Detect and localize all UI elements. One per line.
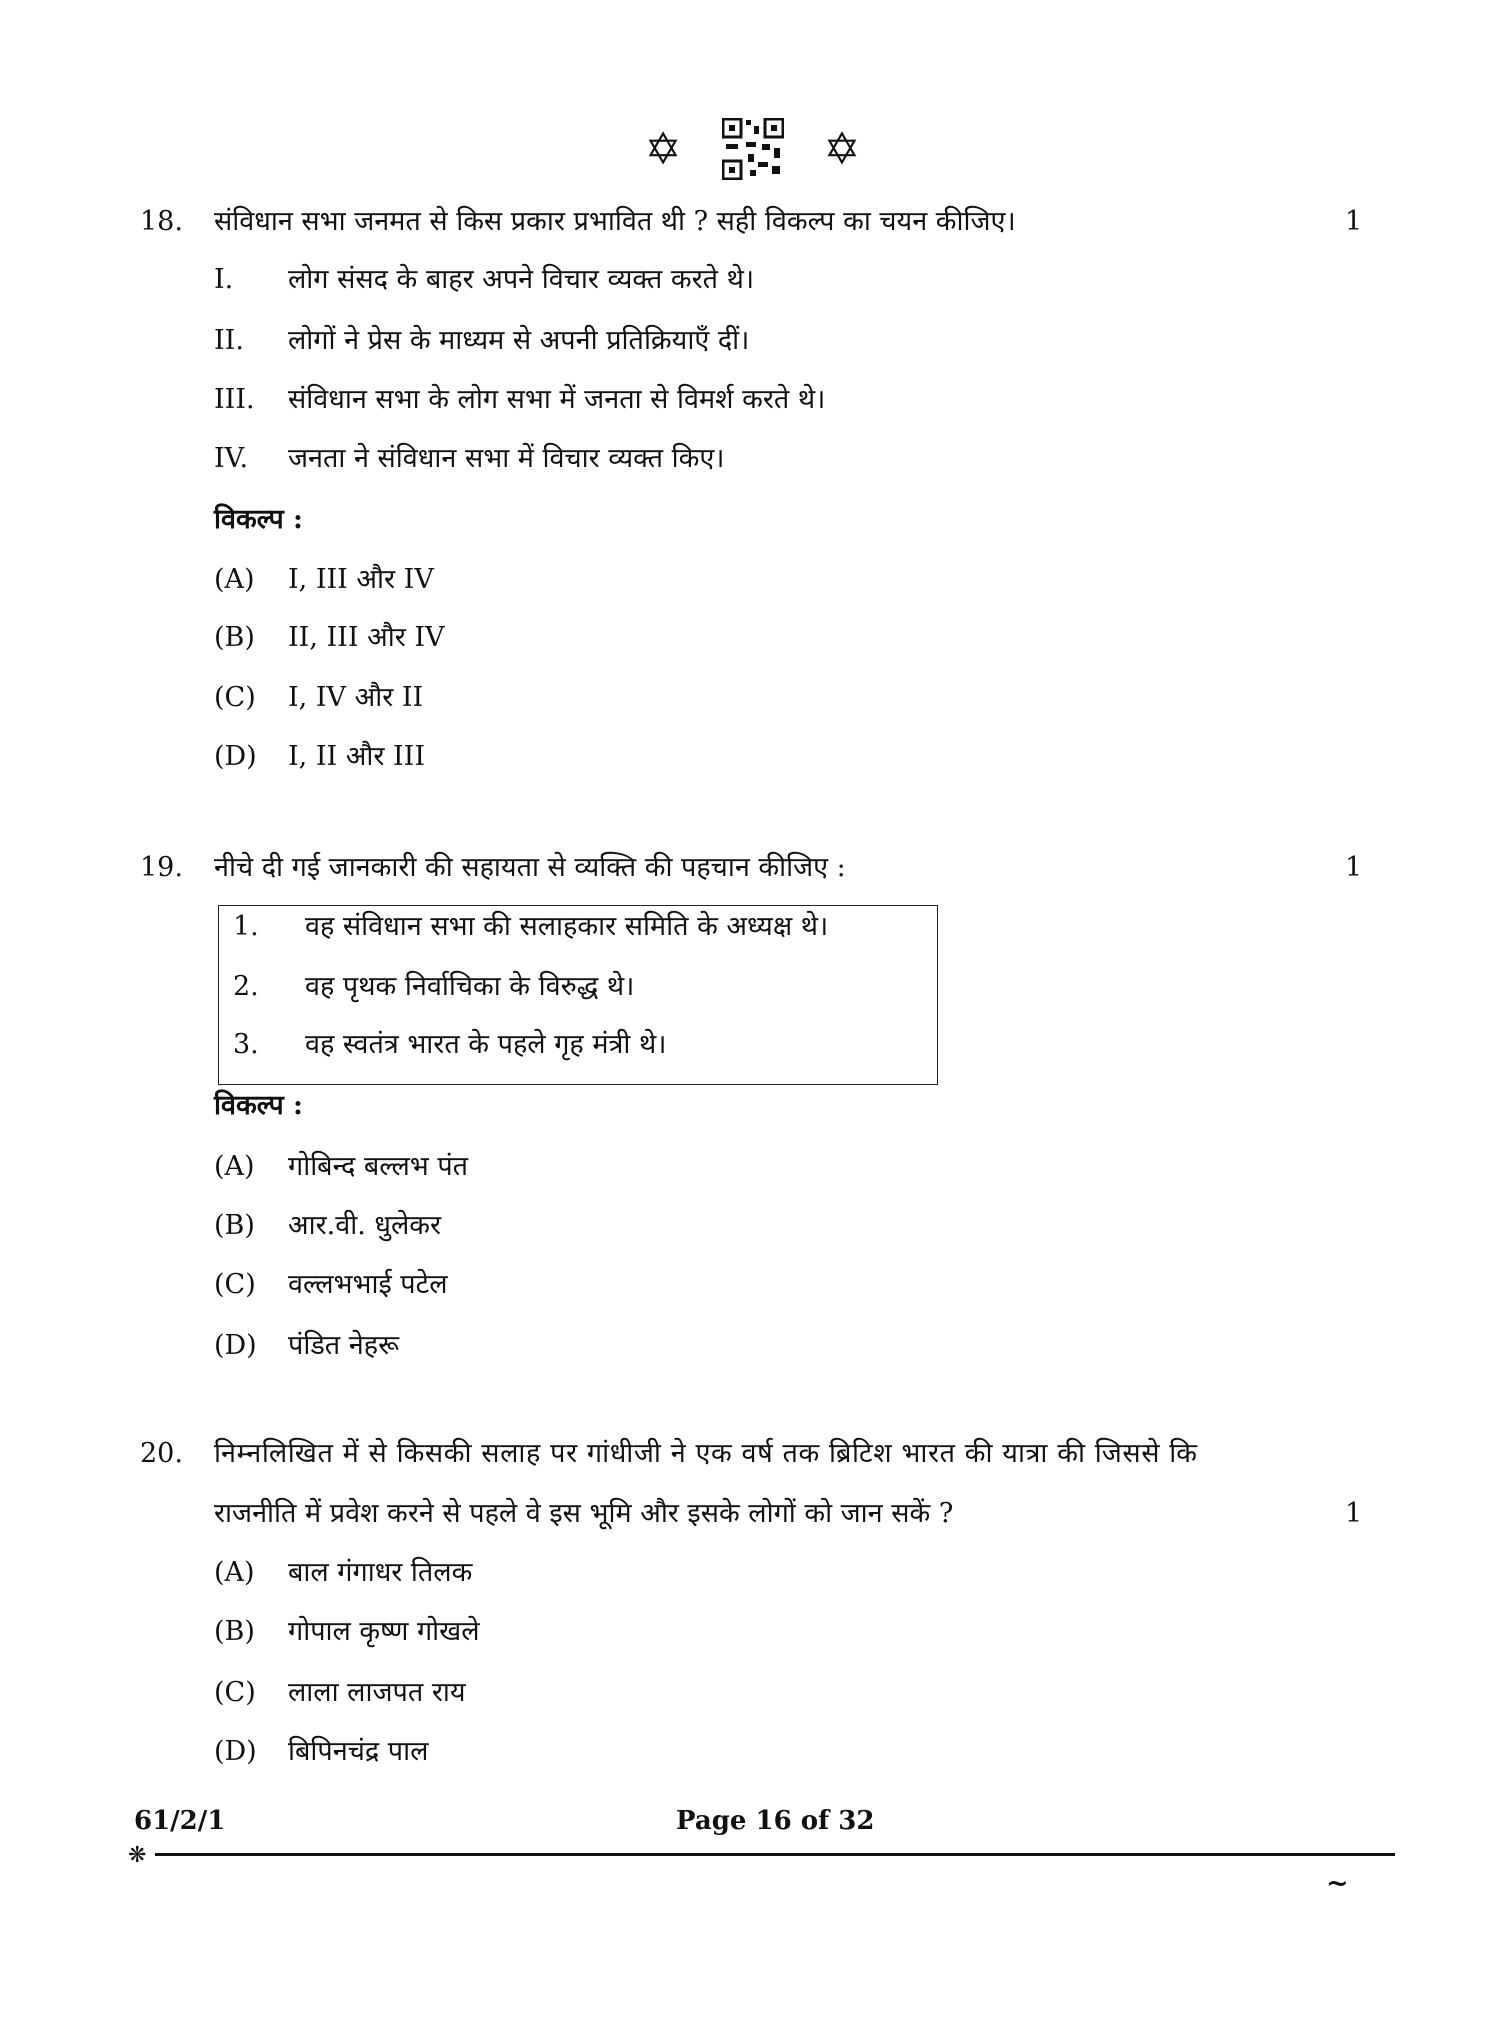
- question-text: नीचे दी गई जानकारी की सहायता से व्यक्ति की पहचान कीजिए :: [214, 852, 846, 883]
- option-text: आर.वी. धुलेकर: [288, 1210, 442, 1241]
- clue-text: वह स्वतंत्र भारत के पहले गृह मंत्री थे।: [305, 1029, 667, 1060]
- star-of-david-icon: ✡: [823, 123, 861, 175]
- statement-text: लोगों ने प्रेस के माध्यम से अपनी प्रतिक्रियाएँ दीं।: [288, 325, 750, 356]
- question-marks: 1: [1345, 206, 1363, 237]
- option-text: I, II और III: [288, 741, 425, 772]
- option-label: (A): [214, 564, 255, 595]
- option-text: गोबिन्द बल्लभ पंत: [288, 1151, 469, 1182]
- question-text-line2: राजनीति में प्रवेश करने से पहले वे इस भूमि और इसके लोगों को जान सकें ?: [214, 1498, 954, 1529]
- option-label: (A): [214, 1151, 255, 1182]
- clue-text: वह संविधान सभा की सलाहकार समिति के अध्यक्ष थे।: [305, 911, 829, 942]
- paper-code: 61/2/1: [134, 1806, 226, 1836]
- option-text: II, III और IV: [288, 622, 445, 653]
- option-text: गोपाल कृष्ण गोखले: [288, 1616, 480, 1647]
- question-marks: 1: [1345, 852, 1363, 883]
- statement-label: III.: [214, 384, 255, 415]
- option-label: (B): [214, 622, 255, 653]
- option-text: वल्लभभाई पटेल: [288, 1269, 448, 1300]
- clue-text: वह पृथक निर्वाचिका के विरुद्ध थे।: [305, 971, 635, 1002]
- question-number: 19.: [140, 852, 183, 883]
- option-text: लाला लाजपत राय: [288, 1677, 466, 1708]
- option-text: I, IV और II: [288, 682, 424, 713]
- option-text: I, III और IV: [288, 564, 434, 595]
- option-label: (D): [214, 1736, 257, 1767]
- options-heading: विकल्प :: [214, 504, 304, 535]
- option-label: (D): [214, 741, 257, 772]
- question-number: 18.: [140, 206, 183, 237]
- statement-label: IV.: [214, 443, 249, 474]
- clue-label: 3.: [233, 1029, 259, 1060]
- clue-label: 2.: [233, 971, 259, 1002]
- footer-rule: [155, 1853, 1395, 1856]
- flower-icon: ❋: [128, 1843, 147, 1868]
- page-header: [0, 118, 1505, 180]
- option-label: (B): [214, 1210, 255, 1241]
- option-text: पंडित नेहरू: [288, 1330, 400, 1361]
- option-label: (C): [214, 1269, 256, 1300]
- option-label: (C): [214, 682, 256, 713]
- clue-label: 1.: [233, 911, 259, 942]
- statement-text: संविधान सभा के लोग सभा में जनता से विमर्श करते थे।: [288, 384, 826, 415]
- option-text: बाल गंगाधर तिलक: [288, 1557, 473, 1588]
- option-text: बिपिनचंद्र पाल: [288, 1736, 429, 1767]
- options-heading: विकल्प :: [214, 1090, 304, 1121]
- qr-code-icon: [722, 118, 784, 180]
- question-text: संविधान सभा जनमत से किस प्रकार प्रभावित थी ? सही विकल्प का चयन कीजिए।: [214, 206, 1016, 237]
- page-number: Page 16 of 32: [676, 1806, 875, 1836]
- option-label: (C): [214, 1677, 256, 1708]
- star-of-david-icon: ✡: [644, 123, 682, 175]
- statement-label: II.: [214, 325, 244, 356]
- statement-label: I.: [214, 264, 234, 295]
- question-text-line1: निम्नलिखित में से किसकी सलाह पर गांधीजी ने एक वर्ष तक ब्रिटिश भारत की यात्रा की जिससे कि: [214, 1438, 1198, 1469]
- statement-text: जनता ने संविधान सभा में विचार व्यक्त किए।: [288, 443, 725, 474]
- option-label: (A): [214, 1557, 255, 1588]
- option-label: (D): [214, 1330, 257, 1361]
- question-marks: 1: [1345, 1498, 1363, 1529]
- statement-text: लोग संसद के बाहर अपने विचार व्यक्त करते थे।: [288, 264, 755, 295]
- question-number: 20.: [140, 1438, 183, 1469]
- option-label: (B): [214, 1616, 255, 1647]
- corner-mark: ~: [1326, 1868, 1349, 1899]
